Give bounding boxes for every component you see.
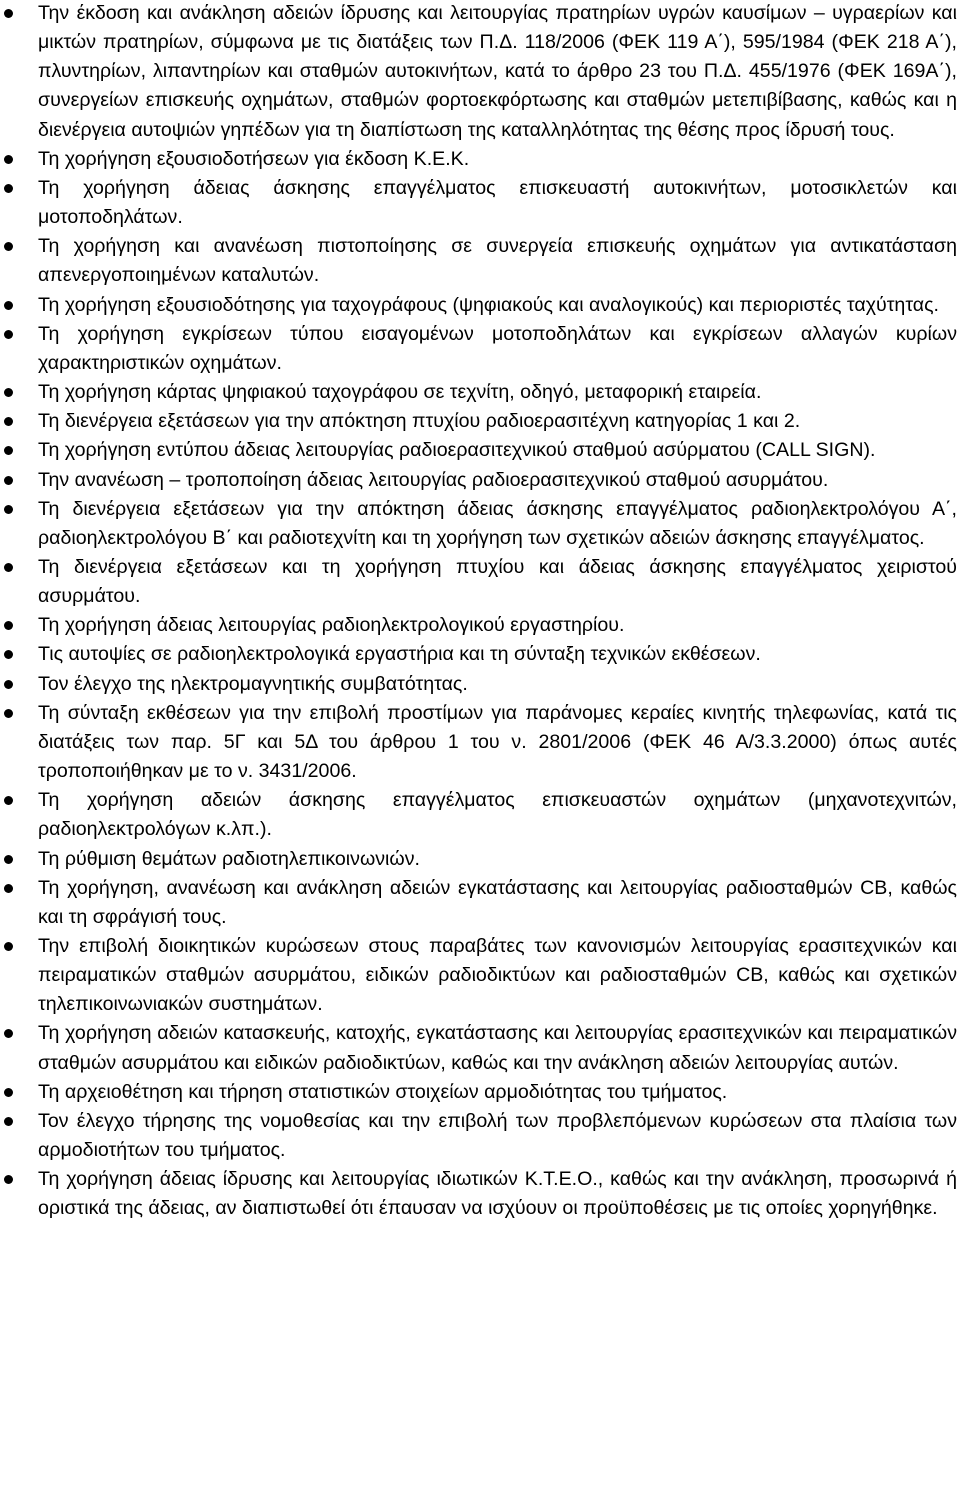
list-item-text: Τη διενέργεια εξετάσεων για την απόκτηση άδειας άσκησης επαγγέλματος ραδιοηλεκτρολόγου Α΄, ραδιοηλεκτρολόγου Β΄ και ραδιοτεχνίτη και τη χορήγηση των σχετικών αδειών άσκησης επαγγέλματος. — [38, 497, 957, 549]
list-item — [0, 640, 957, 669]
list-item-text: Την επιβολή διοικητικών κυρώσεων στους παραβάτες των κανονισμών λειτουργίας ερασιτεχνικών και πειραματικών σταθμών ασυρμάτου, ειδικών ραδιοδικτύων και ραδιοσταθμών CB, καθώς και σχετικών τηλεπικοινωνιακών συστημάτων. — [38, 935, 957, 1016]
list-item-text: Τη χορήγηση εντύπου άδειας λειτουργίας ραδιοερασιτεχνικού σταθμού ασύρματου (CALL SIGN). — [38, 439, 876, 462]
list-item-text: Τη διενέργεια εξετάσεων για την απόκτηση πτυχίου ραδιοερασιτέχνη κατηγορίας 1 και 2. — [38, 410, 801, 433]
list-item-text: Τη χορήγηση άδειας λειτουργίας ραδιοηλεκτρολογικού εργαστηρίου. — [38, 614, 625, 637]
list-item — [0, 495, 957, 553]
list-item — [0, 932, 957, 1019]
bullet-icon — [4, 650, 13, 659]
list-item — [0, 1165, 957, 1223]
bullet-icon — [4, 388, 13, 397]
list-item-text: Τις αυτοψίες σε ραδιοηλεκτρολογικά εργαστήρια και τη σύνταξη τεχνικών εκθέσεων. — [38, 643, 761, 666]
list-item-text: Τη χορήγηση εξουσιοδότησης για ταχογράφους (ψηφιακούς και αναλογικούς) και περιοριστές ταχύτητας. — [38, 293, 940, 316]
list-item — [0, 174, 957, 232]
list-item — [0, 0, 957, 145]
bullet-icon — [4, 621, 13, 630]
bullet-icon — [4, 184, 13, 193]
bullet-icon — [4, 330, 13, 339]
list-item — [0, 466, 957, 495]
list-item-text: Τη χορήγηση εξουσιοδοτήσεων για έκδοση Κ.Ε.Κ. — [38, 147, 470, 170]
list-item — [0, 320, 957, 378]
list-item-text: Την ανανέωση – τροποποίηση άδειας λειτουργίας ραδιοερασιτεχνικού σταθμού ασυρμάτου. — [38, 468, 829, 491]
list-item-text: Τη χορήγηση άδειας ίδρυσης και λειτουργίας ιδιωτικών Κ.Τ.Ε.Ο., καθώς και την ανάκληση, προσωρινά ή οριστικά της άδειας, αν διαπιστωθεί ότι έπαυσαν να ισχύουν οι προϋποθέσεις με τις οποίες χορηγήθηκε. — [38, 1168, 957, 1220]
bullet-icon — [4, 1175, 13, 1184]
bullet-icon — [4, 680, 13, 689]
list-item-text: Τον έλεγχο τήρησης της νομοθεσίας και την επιβολή των προβλεπόμενων κυρώσεων στα πλαίσια των αρμοδιοτήτων του τμήματος. — [38, 1109, 957, 1162]
bullet-icon — [4, 446, 13, 455]
list-item-text: Τον έλεγχο της ηλεκτρομαγνητικής συμβατότητας. — [38, 672, 468, 695]
list-item — [0, 1078, 957, 1107]
list-item-text: Την έκδοση και ανάκληση αδειών ίδρυσης και λειτουργίας πρατηρίων υγρών καυσίμων – υγραερίων και μικτών πρατηρίων, σύμφωνα με τις διατάξεις των Π.Δ. 118/2006 (ΦΕΚ 119 Α΄), 595/1984 (ΦΕΚ 218 Α΄), πλυντηρίων, λιπαντηρίων και σταθμών αυτοκινήτων, κατά το άρθρο 23 του Π.Δ. 455/1976 (ΦΕΚ 169Α΄), συνεργείων επισκευής οχημάτων, σταθμών φορτοεκφόρτωσης και σταθμών μετεπιβίβασης, καθώς και η διενέργεια αυτοψιών γηπέδων για τη διαπίστωση της καταλληλότητας της θέσης προς ίδρυσή τους. — [38, 2, 957, 141]
list-item — [0, 553, 957, 611]
list-item-text: Τη διενέργεια εξετάσεων και τη χορήγηση πτυχίου και άδειας άσκησης επαγγέλματος χειριστού ασυρμάτου. — [38, 555, 957, 608]
bullet-icon — [4, 563, 13, 572]
list-item-text: Τη χορήγηση και ανανέωση πιστοποίησης σε συνεργεία επισκευής οχημάτων για αντικατάσταση απενεργοποιημένων καταλυτών. — [38, 235, 957, 287]
list-item-text: Τη ρύθμιση θεμάτων ραδιοτηλεπικοινωνιών. — [38, 847, 420, 870]
list-item — [0, 291, 957, 320]
list-item — [0, 786, 957, 844]
list-item-text: Τη χορήγηση εγκρίσεων τύπου εισαγομένων μοτοποδηλάτων και εγκρίσεων αλλαγών κυρίων χαρακτηριστικών οχημάτων. — [38, 322, 957, 374]
list-item — [0, 611, 957, 640]
list-item-text: Τη χορήγηση αδειών άσκησης επαγγέλματος επισκευαστών οχημάτων (μηχανοτεχνιτών, ραδιοηλεκτρολόγων κ.λπ.). — [38, 789, 957, 841]
list-item — [0, 145, 957, 174]
list-item — [0, 232, 957, 290]
bullet-icon — [4, 709, 13, 718]
bullet-icon — [4, 476, 13, 485]
bullet-icon — [4, 9, 13, 18]
list-item-text: Τη αρχειοθέτηση και τήρηση στατιστικών στοιχείων αρμοδιότητας του τμήματος. — [38, 1080, 728, 1103]
list-item — [0, 845, 957, 874]
list-item — [0, 1019, 957, 1077]
bullet-icon — [4, 1088, 13, 1097]
list-item — [0, 874, 957, 932]
bullet-icon — [4, 884, 13, 893]
list-item — [0, 670, 957, 699]
list-item — [0, 436, 957, 465]
bullet-icon — [4, 1029, 13, 1038]
bullet-icon — [4, 855, 13, 864]
bullet-icon — [4, 155, 13, 164]
bullet-icon — [4, 417, 13, 426]
list-item — [0, 378, 957, 407]
bullet-icon — [4, 942, 13, 951]
list-item-text: Τη χορήγηση κάρτας ψηφιακού ταχογράφου σε τεχνίτη, οδηγό, μεταφορική εταιρεία. — [38, 381, 762, 404]
bullet-icon — [4, 505, 13, 514]
bullet-icon — [4, 301, 13, 310]
list-item — [0, 407, 957, 436]
list-item — [0, 1107, 957, 1165]
bullet-icon — [4, 796, 13, 805]
list-item-text: Τη χορήγηση αδειών κατασκευής, κατοχής, εγκατάστασης και λειτουργίας ερασιτεχνικών και πειραματικών σταθμών ασυρμάτου και ειδικών ραδιοδικτύων, καθώς και την ανάκληση αδειών λειτουργίας αυτών. — [38, 1022, 957, 1074]
list-item-text: Τη σύνταξη εκθέσεων για την επιβολή προστίμων για παράνομες κεραίες κινητής τηλεφωνίας, κατά τις διατάξεις των παρ. 5Γ και 5Δ του άρθρου 1 του ν. 2801/2006 (ΦΕΚ 46 Α/3.3.2000) όπως αυτές τροποποιήθηκαν με το ν. 3431/2006. — [38, 701, 957, 783]
list-item-text: Τη χορήγηση άδειας άσκησης επαγγέλματος επισκευαστή αυτοκινήτων, μοτοσικλετών και μοτοποδηλάτων. — [38, 176, 957, 229]
bullet-icon — [4, 242, 13, 251]
list-item — [0, 699, 957, 786]
bullet-icon — [4, 1117, 13, 1126]
list-item-text: Τη χορήγηση, ανανέωση και ανάκληση αδειών εγκατάστασης και λειτουργίας ραδιοσταθμών CB, καθώς και τη σφράγισή τους. — [38, 876, 957, 928]
